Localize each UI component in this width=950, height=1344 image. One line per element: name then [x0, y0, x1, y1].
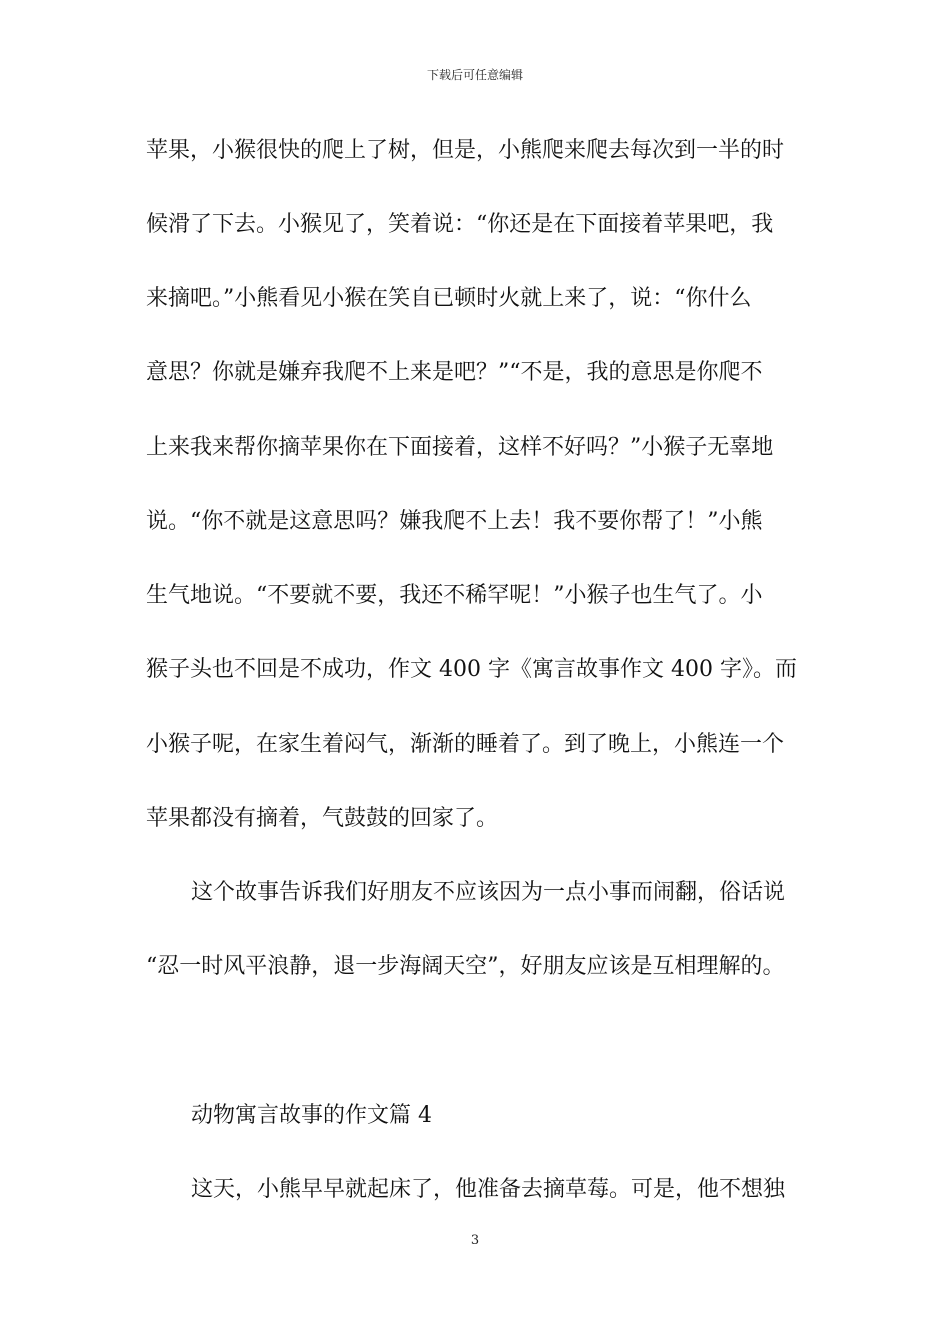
text-line: 苹果，小猴很快的爬上了树，但是，小熊爬来爬去每次到一半的时 — [146, 138, 785, 163]
text-line: 猴子头也不回是不成功，作文 400 字《寓言故事作文 400 字》。而 — [146, 657, 797, 682]
text-line: 小猴子呢，在家生着闷气，渐渐的睡着了。到了晚上，小熊连一个 — [146, 732, 785, 757]
text-line: 候滑了下去。小猴见了，笑着说：“你还是在下面接着苹果吧，我 — [146, 212, 774, 237]
text-line: 这天，小熊早早就起床了，他准备去摘草莓。可是，他不想独 — [191, 1177, 786, 1202]
text-line: “忍一时风平浪静，退一步海阔天空”，好朋友应该是互相理解的。 — [146, 954, 785, 979]
text-line: 来摘吧。”小熊看见小猴在笑自已顿时火就上来了，说：“你什么 — [146, 286, 752, 311]
text-line: 生气地说。“不要就不要，我还不稀罕呢！”小猴子也生气了。小 — [146, 583, 763, 608]
page-number: 3 — [470, 1233, 480, 1248]
text-line: 这个故事告诉我们好朋友不应该因为一点小事而闹翻，俗话说 — [191, 880, 786, 905]
page-header: 下载后可任意编辑 — [426, 68, 523, 82]
text-line: 苹果都没有摘着，气鼓鼓的回家了。 — [146, 806, 499, 831]
text-line: 意思？你就是嫌弃我爬不上来是吧？”“不是，我的意思是你爬不 — [146, 360, 763, 385]
text-line: 说。“你不就是这意思吗？嫌我爬不上去！我不要你帮了！”小熊 — [146, 509, 763, 534]
text-line: 上来我来帮你摘苹果你在下面接着，这样不好吗？”小猴子无辜地 — [146, 435, 774, 460]
section-heading: 动物寓言故事的作文篇 4 — [191, 1103, 432, 1128]
